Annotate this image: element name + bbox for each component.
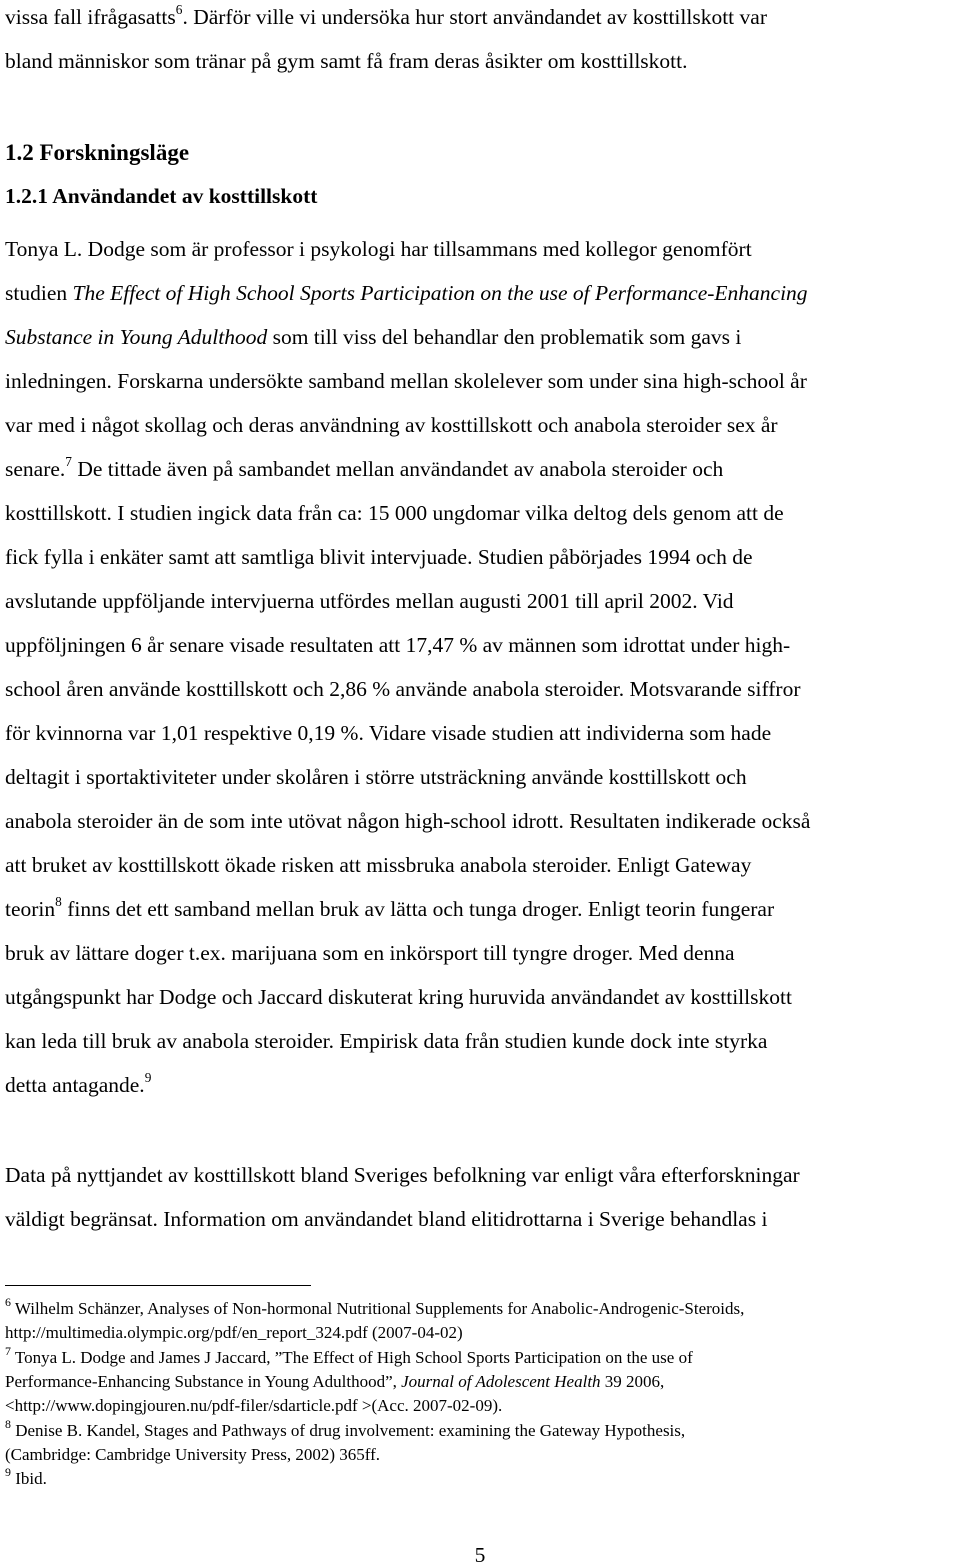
footnote-number: 8 <box>5 1416 11 1431</box>
body-line: Tonya L. Dodge som är professor i psykologi har tillsammans med kollegor genomfört <box>5 237 752 261</box>
page-number: 5 <box>474 1543 486 1567</box>
footnote-number: 6 <box>5 1294 11 1309</box>
footnote-ref: 8 <box>55 893 62 909</box>
footnote-6: $^6$ Wilhelm Schänzer, Analyses of Non-hormonal Nutritional Supplements for Anabolic-Androgenic-Steroids, <box>5 1294 745 1318</box>
body-line: Substance in Young Adulthood som till viss del behandlar den problematik som gavs i <box>5 325 742 349</box>
body-line: senare.$^7$ De tittade även på sambandet mellan användandet av anabola steroider och <box>5 453 724 481</box>
footnote-7-line2: Performance-Enhancing Substance in Young Adulthood”, Journal of Adolescent Health 39 2006, <box>5 1372 665 1391</box>
body-line: anabola steroider än de som inte utövat någon high-school idrott. Resultaten indikerade också <box>5 809 811 833</box>
body-line: bland människor som tränar på gym samt få fram deras åsikter om kosttillskott. <box>5 49 688 73</box>
body-line: teorin$^8$ finns det ett samband mellan bruk av lätta och tunga droger. Enligt teorin fungerar <box>5 893 775 921</box>
study-title: The Effect of High School Sports Participation on the use of Performance-Enhancing <box>72 281 808 305</box>
body-line: var med i något skollag och deras användning av kosttillskott och anabola steroider sex år <box>5 413 778 437</box>
body-line: uppföljningen 6 år senare visade resultaten att 17,47 % av männen som idrottat under high- <box>5 633 791 657</box>
body-line: fick fylla i enkäter samt att samtliga blivit intervjuade. Studien påbörjades 1994 och de <box>5 545 753 569</box>
body-line: vissa fall ifrågasatts$^6$. Därför ville vi undersöka hur stort användandet av kosttillskott var <box>5 1 767 29</box>
body-line: Data på nyttjandet av kosttillskott bland Sveriges befolkning var enligt våra efterforskningar <box>5 1163 800 1187</box>
footnote-number: 9 <box>5 1464 11 1479</box>
body-line: avslutande uppföljande intervjuerna utfördes mellan augusti 2001 till april 2002. Vid <box>5 589 734 613</box>
footnote-8-line2: (Cambridge: Cambridge University Press, 2002) 365ff. <box>5 1445 381 1464</box>
subsection-heading: 1.2.1 Användandet av kosttillskott <box>5 184 318 208</box>
footnote-7-url[interactable]: <http://www.dopingjouren.nu/pdf-filer/sdarticle.pdf >(Acc. 2007-02-09). <box>5 1396 503 1415</box>
footnote-number: 7 <box>5 1343 11 1358</box>
body-line: för kvinnorna var 1,01 respektive 0,19 %. Vidare visade studien att individerna som hade <box>5 721 772 745</box>
body-line: deltagit i sportaktiviteter under skolåren i större utsträckning använde kosttillskott och <box>5 765 747 789</box>
body-line: detta antagande.$^9$ <box>5 1069 152 1097</box>
footnote-ref: 6 <box>175 1 183 17</box>
body-line: school åren använde kosttillskott och 2,86 % använde anabola steroider. Motsvarande siffror <box>5 677 801 701</box>
footnote-8: $^8$ Denise B. Kandel, Stages and Pathways of drug involvement: examining the Gateway Hypothesis, <box>5 1416 686 1440</box>
footnote-7: $^7$ Tonya L. Dodge and James J Jaccard, ”The Effect of High School Sports Participation on the use of <box>5 1343 693 1367</box>
footnote-separator <box>5 1285 311 1286</box>
section-heading: 1.2 Forskningsläge <box>5 140 190 165</box>
footnote-ref: 7 <box>65 453 72 469</box>
footnote-ref: 9 <box>144 1069 152 1085</box>
body-line: utgångspunkt har Dodge och Jaccard diskuterat kring huruvida användandet av kosttillskott <box>5 985 792 1009</box>
body-line: inledningen. Forskarna undersökte samband mellan skolelever som under sina high-school år <box>5 369 807 393</box>
footnote-9: $^9$ Ibid. <box>5 1464 47 1488</box>
body-line: studien The Effect of High School Sports Participation on the use of Performance-Enhancing <box>5 281 808 305</box>
body-line: kan leda till bruk av anabola steroider. Empirisk data från studien kunde dock inte styrka <box>5 1029 768 1053</box>
footnote-6-url[interactable]: http://multimedia.olympic.org/pdf/en_report_324.pdf (2007-04-02) <box>5 1323 463 1342</box>
study-title: Substance in Young Adulthood <box>5 325 268 349</box>
body-line: bruk av lättare doger t.ex. marijuana som en inkörsport till tyngre droger. Med denna <box>5 941 735 965</box>
body-line: kosttillskott. I studien ingick data från ca: 15 000 ungdomar vilka deltog dels genom att de <box>5 501 784 525</box>
journal-title: Journal of Adolescent Health <box>401 1372 601 1391</box>
body-line: att bruket av kosttillskott ökade risken att missbruka anabola steroider. Enligt Gateway <box>5 853 752 877</box>
body-line: väldigt begränsat. Information om användandet bland elitidrottarna i Sverige behandlas i <box>5 1207 768 1231</box>
